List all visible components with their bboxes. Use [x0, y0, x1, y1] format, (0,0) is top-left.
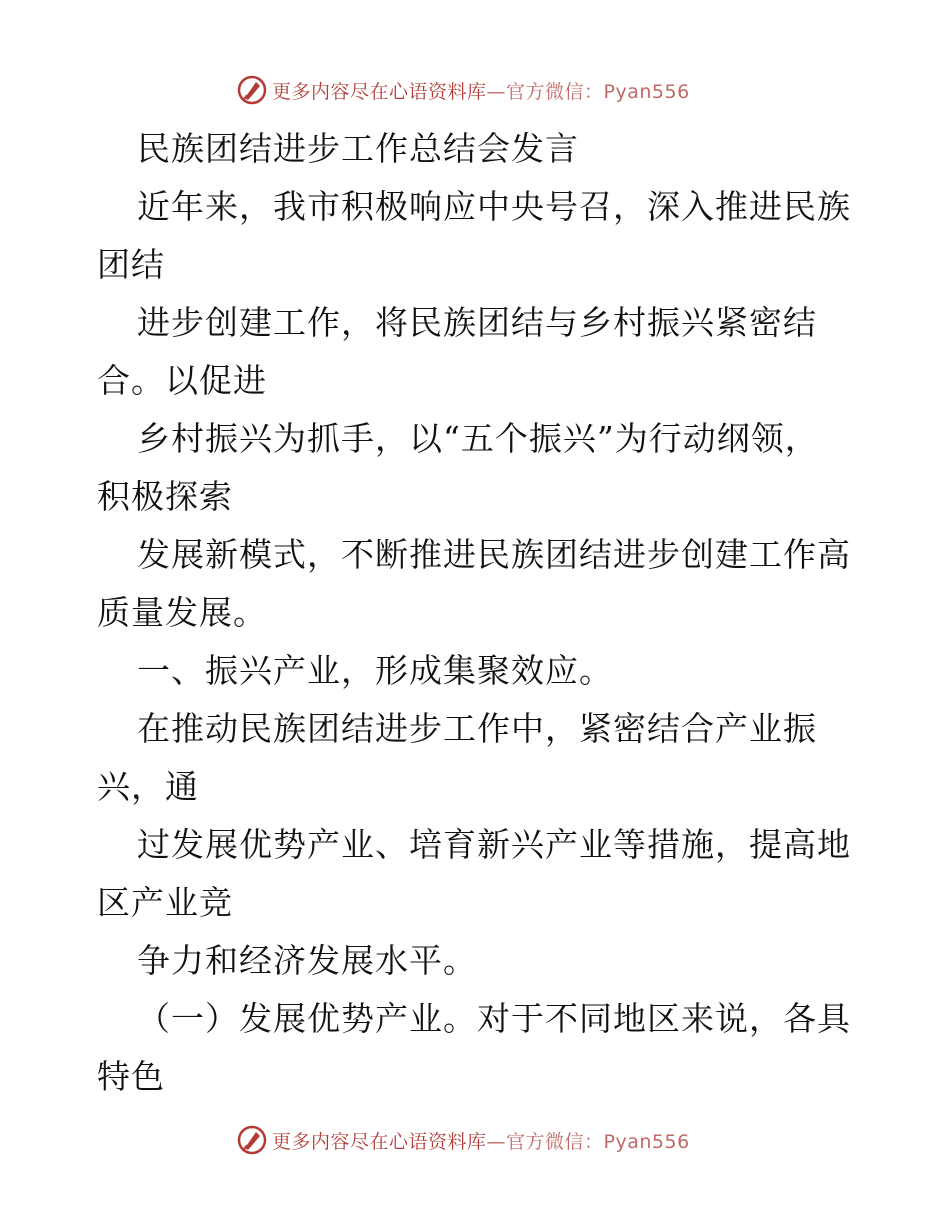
paragraph-line: 近年来，我市积极响应中央号召，深入推进民族: [137, 187, 851, 226]
paragraph-line: 过发展优势产业、培育新兴产业等措施，提高地: [137, 825, 851, 864]
header-banner: [236, 72, 690, 108]
paragraph-line: 在推动民族团结进步工作中，紧密结合产业振: [137, 709, 817, 748]
paragraph-line: 积极探索: [97, 477, 233, 516]
paragraph-line: 合。以促进: [97, 361, 267, 400]
document-body: [97, 120, 857, 1106]
footer-banner: [236, 1122, 690, 1158]
document-title: 民族团结进步工作总结会发言: [137, 129, 579, 168]
footer-banner-text: 更多内容尽在心语资料库—官方微信：Pyan556: [272, 1130, 690, 1153]
pen-nib-logo-icon: [236, 1124, 268, 1156]
paragraph-line: 兴，通: [97, 767, 199, 806]
paragraph-line: 进步创建工作，将民族团结与乡村振兴紧密结: [137, 303, 817, 342]
paragraph-line: 区产业竞: [97, 883, 233, 922]
paragraph-line: 争力和经济发展水平。: [137, 941, 477, 980]
paragraph-line: 质量发展。: [97, 593, 267, 632]
subsection-heading: （一）发展优势产业。对于不同地区来说，各具: [137, 999, 851, 1038]
paragraph-line: 乡村振兴为抓手，以“五个振兴”为行动纲领，: [137, 419, 819, 458]
pen-nib-logo-icon: [236, 74, 268, 106]
paragraph-line: 团结: [97, 245, 165, 284]
header-banner-text: 更多内容尽在心语资料库—官方微信：Pyan556: [272, 80, 690, 103]
paragraph-line: 特色: [97, 1057, 165, 1096]
paragraph-line: 发展新模式，不断推进民族团结进步创建工作高: [137, 535, 851, 574]
section-heading: 一、振兴产业，形成集聚效应。: [137, 651, 613, 690]
